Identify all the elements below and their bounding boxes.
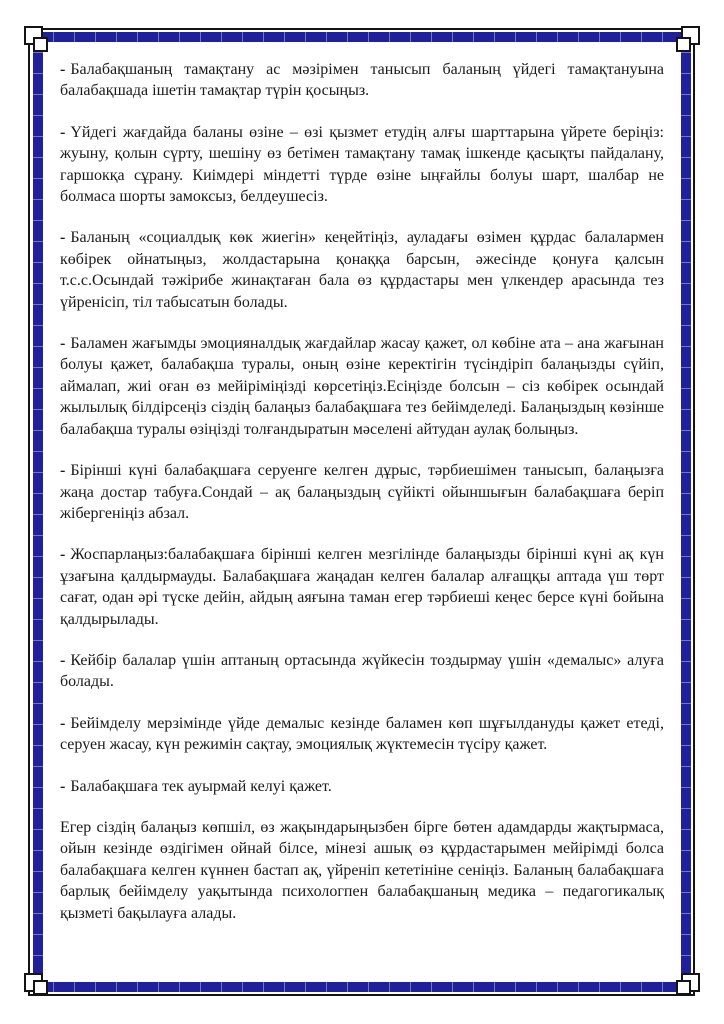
border-corner-ornament-top-left-inner [33, 37, 48, 52]
paragraph-2 [60, 122, 664, 208]
paragraph-bullet: - [60, 229, 66, 247]
paragraph-text: Жоспарлаңыз:балабақшаға бірінші келген мезгілінде балаңызды бірінші күні ақ күн ұзағына қалдырмауды. Балабақшаға жаңадан келген балалар алғащқы аптада үш төрт сағат, одан әрі түске дейін, айдың аяғына таман егер тәрбиеші кеңес берсе күні бойына қалдырылады. [60, 546, 664, 628]
page-border-bar-left [33, 32, 43, 992]
paragraph-4 [60, 333, 664, 440]
paragraph-text: Бейімделу мерзімінде үйде демалыс кезінде баламен көп шұғылдануды қажет етеді, серуен жасау, күн режимін сақтау, эмоциялық жүктемесін түсіру қажет. [60, 714, 664, 754]
paragraph-7 [60, 650, 664, 693]
paragraph-text: Үйдегі жағдайда баланы өзіне – өзі қызмет етудің алғы шарттарына үйрете беріңіз: жуыну, қолын сүрту, шешіну өз бетімен тамақтану тамақ ішкенде қасықты пайдалану, гаршокқа сұрану. Киімдері міндетті түрде өзіне ыңғайлы болуы шарт, шалбар не болмаса шорты замоксыз, белдеушесіз. [60, 123, 664, 206]
page-border-bar-top [33, 32, 691, 42]
paragraph-9 [60, 776, 664, 797]
paragraph-6 [60, 544, 664, 630]
paragraph-bullet: - [60, 123, 66, 141]
paragraph-text: Балабақшаның тамақтану ас мәзірімен танысып баланың үйдегі тамақтануына балабақшада ішетін тамақтар түрін қосыңыз. [60, 61, 664, 100]
border-corner-ornament-bottom-right-inner [676, 980, 691, 995]
paragraph-text: Егер сіздің балаңыз көпшіл, өз жақындарыңызбен бірге бөтен адамдарды жақтырмаса, ойын кезінде өздігімен ойнай білсе, мінезі ашық өз құрдастарымен мейірімді болса балабақшаға келген күннен бастап ақ, үйреніп кететініне сеніңіз. Баланың балабақшаға барлық бейімделу уақытында психологпен балабақшаның медика – педагогикалық қызметі бақылауға алады. [60, 818, 664, 922]
paragraph-bullet: - [60, 714, 66, 732]
paragraph-bullet: - [60, 777, 66, 795]
paragraph-bullet: - [60, 546, 66, 564]
paragraph-text: Баламен жағымды эмоцияналдық жағдайлар жасау қажет, ол көбіне ата – ана жағынан болуы қажет, балабақша туралы, оның өзіне керектігін түсіндіріп балаңызды сүйіп, аймалап, жиі оған өз мейіріміңізді көрсетіңіз.Есіңізде болсын – сіз көбірек осындай жылылық білдірсеңіз сіздің балаңыз балабақшаға тез бейімделеді. Балаңыздың көзінше балабақша туралы өзіңізді толғандыратын мәселені айтудан аулақ болыңыз. [60, 335, 664, 438]
document-content [60, 59, 664, 944]
paragraph-text: Балабақшаға тек ауырмай келуі қажет. [70, 777, 332, 795]
paragraph-10 [60, 817, 664, 924]
page-border-bar-bottom [33, 982, 691, 992]
page-border-bar-right [681, 32, 691, 992]
paragraph-5 [60, 460, 664, 524]
border-corner-ornament-top-right-inner [676, 37, 691, 52]
paragraph-8 [60, 713, 664, 756]
paragraph-bullet: - [60, 462, 66, 480]
paragraph-bullet: - [60, 651, 66, 669]
paragraph-3 [60, 227, 664, 313]
paragraph-bullet: - [60, 335, 66, 353]
paragraph-text: Кейбір балалар үшін аптаның ортасында жүйкесін тоздырмау үшін «демалыс» алуға болады. [60, 651, 664, 691]
paragraph-bullet: - [60, 61, 66, 78]
paragraph-1 [60, 59, 664, 102]
paragraph-text: Баланың «социалдық көк жиегін» кеңейтіңіз, ауладағы өзімен құрдас балалармен көбірек ойнатыңыз, жолдастарына қонаққа барсын, әжесінде қонуға қалсын т.с.с.Осындай тәжірибе жинақтаған бала өз құрдастары мен үлкендер арасында тез үйренісіп, тіл табысатын болады. [60, 229, 664, 311]
paragraph-text: Бірінші күні балабақшаға серуенге келген дұрыс, тәрбиешімен танысып, балаңызға жаңа достар табуға.Сондай – ақ балаңыздың сүйікті ойыншығын балабақшаға беріп жібергеніңіз абзал. [60, 462, 664, 522]
border-corner-ornament-bottom-left-inner [33, 980, 48, 995]
